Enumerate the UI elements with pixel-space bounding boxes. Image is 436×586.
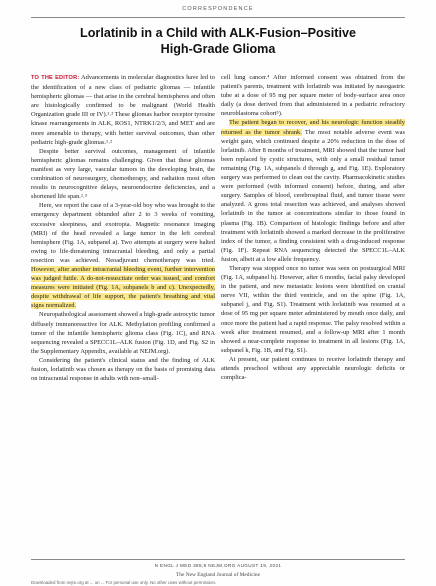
- title-line-2: High-Grade Glioma: [160, 41, 276, 56]
- paragraph-consent: cell lung cancer.⁴ After informed consent was obtained from the patient's parents, treatment with lorlatinib was initiated by nasogastric tube at a dose of 95 mg per square meter of body-surface area once daily (a dose derived from that administered in a pediatric refractory neuroblastoma cohort⁵).: [221, 74, 405, 118]
- footer-download-note: Downloaded from nejm.org at ... on ... For personal use only. No other uses without permission.: [31, 580, 217, 585]
- case-text: Here, we report the case of a 3-year-old boy who was brought to the emergency department obtunded after 2 to 3 weeks of vomiting, excessive sleepiness, and exotropia. Magnetic resonance imaging (MRI) of the head revealed a large tumor in the left cerebral hemisphere (Fig. 1A, subpanel a). Two attempts at surgery were halted owing to life-threatening intracranial bleeding, and only a partial resection was achieved. Neoadjuvant chemotherapy was tried.: [31, 202, 215, 264]
- lead-label: TO THE EDITOR:: [31, 75, 80, 81]
- footer-citation: N ENGL J MED 385;8 NEJM.ORG AUGUST 19, 2021: [154, 563, 282, 568]
- title-line-1: Lorlatinib in a Child with ALK-Fusion–Positive: [80, 26, 356, 40]
- right-column: [221, 73, 405, 382]
- article-title: [40, 26, 396, 57]
- paragraph-recovery: [221, 118, 405, 264]
- footer-journal: The New England Journal of Medicine: [176, 572, 260, 578]
- left-column: [31, 73, 215, 383]
- paragraph-case: [31, 201, 215, 310]
- section-label: CORRESPONDENCE: [182, 6, 254, 12]
- paragraph-management: Despite better survival outcomes, management of infantile hemispheric gliomas remains challenging. Given that these gliomas manifest as very large, vascular tumors in the developing brain, the combination of neurosurgery, chemotherapy, and radiation most often results in neurocognitive delays, neuroendocrine deficiencies, and a shortened life span.²˒³: [31, 147, 215, 201]
- paragraph-intro: [31, 73, 215, 147]
- paragraph-neuropathology: Neuropathological assessment showed a high-grade astrocytic tumor diffusely immunoreactive for ALK. Methylation profiling confirmed a tumor of the infantile hemispheric glioma class (Fig. 1C), and RNA sequencing revealed a SPECC1L–ALK fusion (Fig. 1D, and Fig. S2 in the Supplementary Appendix, available at NEJM.org).: [31, 311, 215, 355]
- paragraph-relapse: Therapy was stopped once no tumor was seen on postsurgical MRI (Fig. 1A, subpanel h). However, after 6 months, facial palsy developed in the patient, and new metastatic lesions were identified on cranial nerve VII, within the third ventricle, and on the spine (Fig. 1A, subpanel j, and Fig. S1). Treatment with lorlatinib was resumed at a dose of 95 mg per square meter administered by mouth once daily, and once more the patient had a rapid response. The palsy resolved within a week after treatment resumed, and a follow-up MRI after 1 month showed a near-complete response to treatment in all lesions (Fig. 1A, subpanel k, Fig. 1B, and Fig. S1).: [221, 264, 405, 354]
- highlight-bleeding: However, after another intracranial bleeding event, further intervention was judged futile. A do-not-resuscitate order was issued, and comfort measures were initiated (Fig. 1A, subpanels b and c). Unexpectedly, despite withdrawal of life support, the patient's breathing and vital signs normalized.: [31, 265, 215, 310]
- paragraph-lorlatinib: Considering the patient's clinical status and the finding of ALK fusion, lorlatinib was chosen as therapy on the basis of promising data on intracranial response in adults with non–small-: [31, 356, 215, 383]
- intro-text: Advancements in molecular diagnostics have led to the identification of a new class of pediatric gliomas — infantile hemispheric gliomas — that arise in the cerebral hemispheres and often are histologically confirmed to be malignant (World Health Organization grade III or IV).¹˒² These gliomas harbor receptor tyrosine kinase rearrangements in ALK, ROS1, NTRK1/2/3, and MET and are more amenable to therapy, with better survival outcomes, than other pediatric high-grade gliomas.¹˒²: [31, 74, 215, 146]
- footer-rule: [31, 559, 405, 560]
- recovery-text: The most notable adverse event was weight gain, which continued despite a 20% reduction in the dose of lorlatinib. After 8 months of treatment, MRI showed that the tumor had been replaced by cystic structures, with only a small residual tumor remaining (Fig. 1A, subpanels d through g, and Fig. 1E). Exploratory surgery was performed to clean out the cavity. Pharmacokinetic studies were performed (with informed consent) before, during, and after surgery. Samples of blood, cerebrospinal fluid, and tumor tissue were analyzed. A gross total resection was achieved, and analyses showed lorlatinib in the tumor at concentrations similar to those found in plasma (Fig. 1B). Comparison of histologic findings before and after treatment with lorlatinib showed a marked decrease in the proliferative index of the tumor, a finding consistent with a drug-induced response (Fig. 1F). Repeat RNA sequencing detected the SPECC1L–ALK fusion, albeit at a low allele frequency.: [221, 128, 405, 263]
- top-rule: [31, 17, 405, 18]
- highlight-recovery: The patient began to recover, and his neurologic function steadily returned as the tumor shrank.: [221, 119, 405, 136]
- paragraph-present: At present, our patient continues to receive lorlatinib therapy and attends preschool without any appreciable neurologic deficits or complica-: [221, 355, 405, 382]
